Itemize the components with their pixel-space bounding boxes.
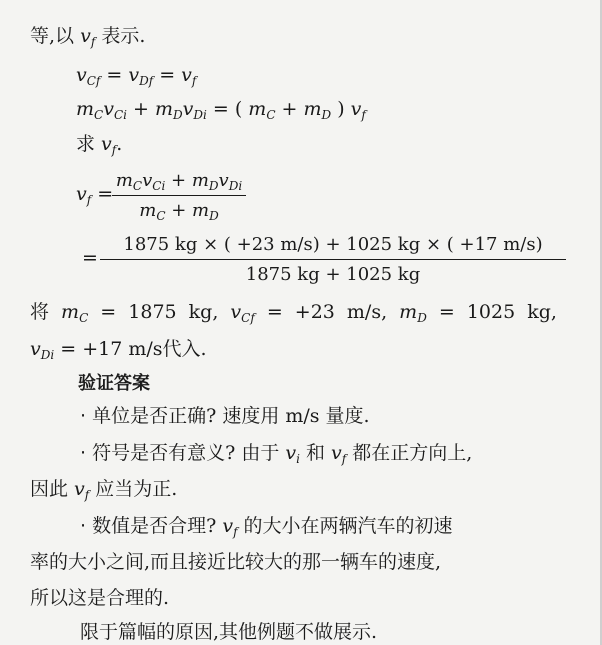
check-sign-1: · 符号是否有意义? 由于 $v_i$ 和 $v_f$ 都在正方向上, (80, 442, 473, 466)
check-value-1: · 数值是否合理? $v_f$ 的大小在两辆汽车的初速 (80, 515, 453, 539)
solve-line: 求 $v_f$. (76, 133, 123, 157)
fraction-numeric-denominator: 1875 kg + 1025 kg (245, 264, 421, 285)
fraction-symbolic-numerator: $m_Cv_{Ci} + m_Dv_{Di}$ (115, 170, 243, 193)
fraction-bar (112, 195, 246, 196)
intro-line (30, 24, 145, 48)
fraction2-equals: = (82, 247, 98, 269)
fraction-symbolic-denominator: $m_C + m_D$ (139, 200, 219, 223)
check-sign-2: 因此 $v_f$ 应当为正. (30, 478, 178, 502)
check-units: · 单位是否正确? 速度用 m/s 量度. (80, 405, 370, 427)
equation-velocity: $v_{Cf} = v_{Df} = v_f$ (76, 64, 197, 88)
check-value-3: 所以这是合理的. (30, 587, 170, 609)
fraction-symbolic (112, 170, 246, 222)
intro-text: 等,以 $v_f$ 表示. (30, 25, 146, 49)
substitution-line-2: $v_{Di} = +17$ m/s代入. (30, 338, 207, 362)
closing-note: 限于篇幅的原因,其他例题不做展示. (80, 621, 378, 643)
check-value-2: 率的大小之间,而且接近比较大的那一辆车的速度, (30, 551, 442, 573)
substitution-line-1: 将 $m_C = 1875$ kg, $v_{Cf} = +23$ m/s, $m_D = 1025$ kg, (30, 301, 557, 325)
fraction-bar (100, 259, 566, 260)
fraction-numeric-numerator: 1875 kg × ( +23 m/s) + 1025 kg × ( +17 m/s) (123, 234, 543, 255)
section-heading: 验证答案 (78, 373, 150, 394)
equation-momentum: $m_Cv_{Ci} + m_Dv_{Di}$ = ( $m_C + m_D$ ) $v_f$ (76, 98, 366, 122)
fraction-numeric (100, 234, 566, 286)
fraction1-lhs: $v_f$ = (76, 183, 114, 207)
